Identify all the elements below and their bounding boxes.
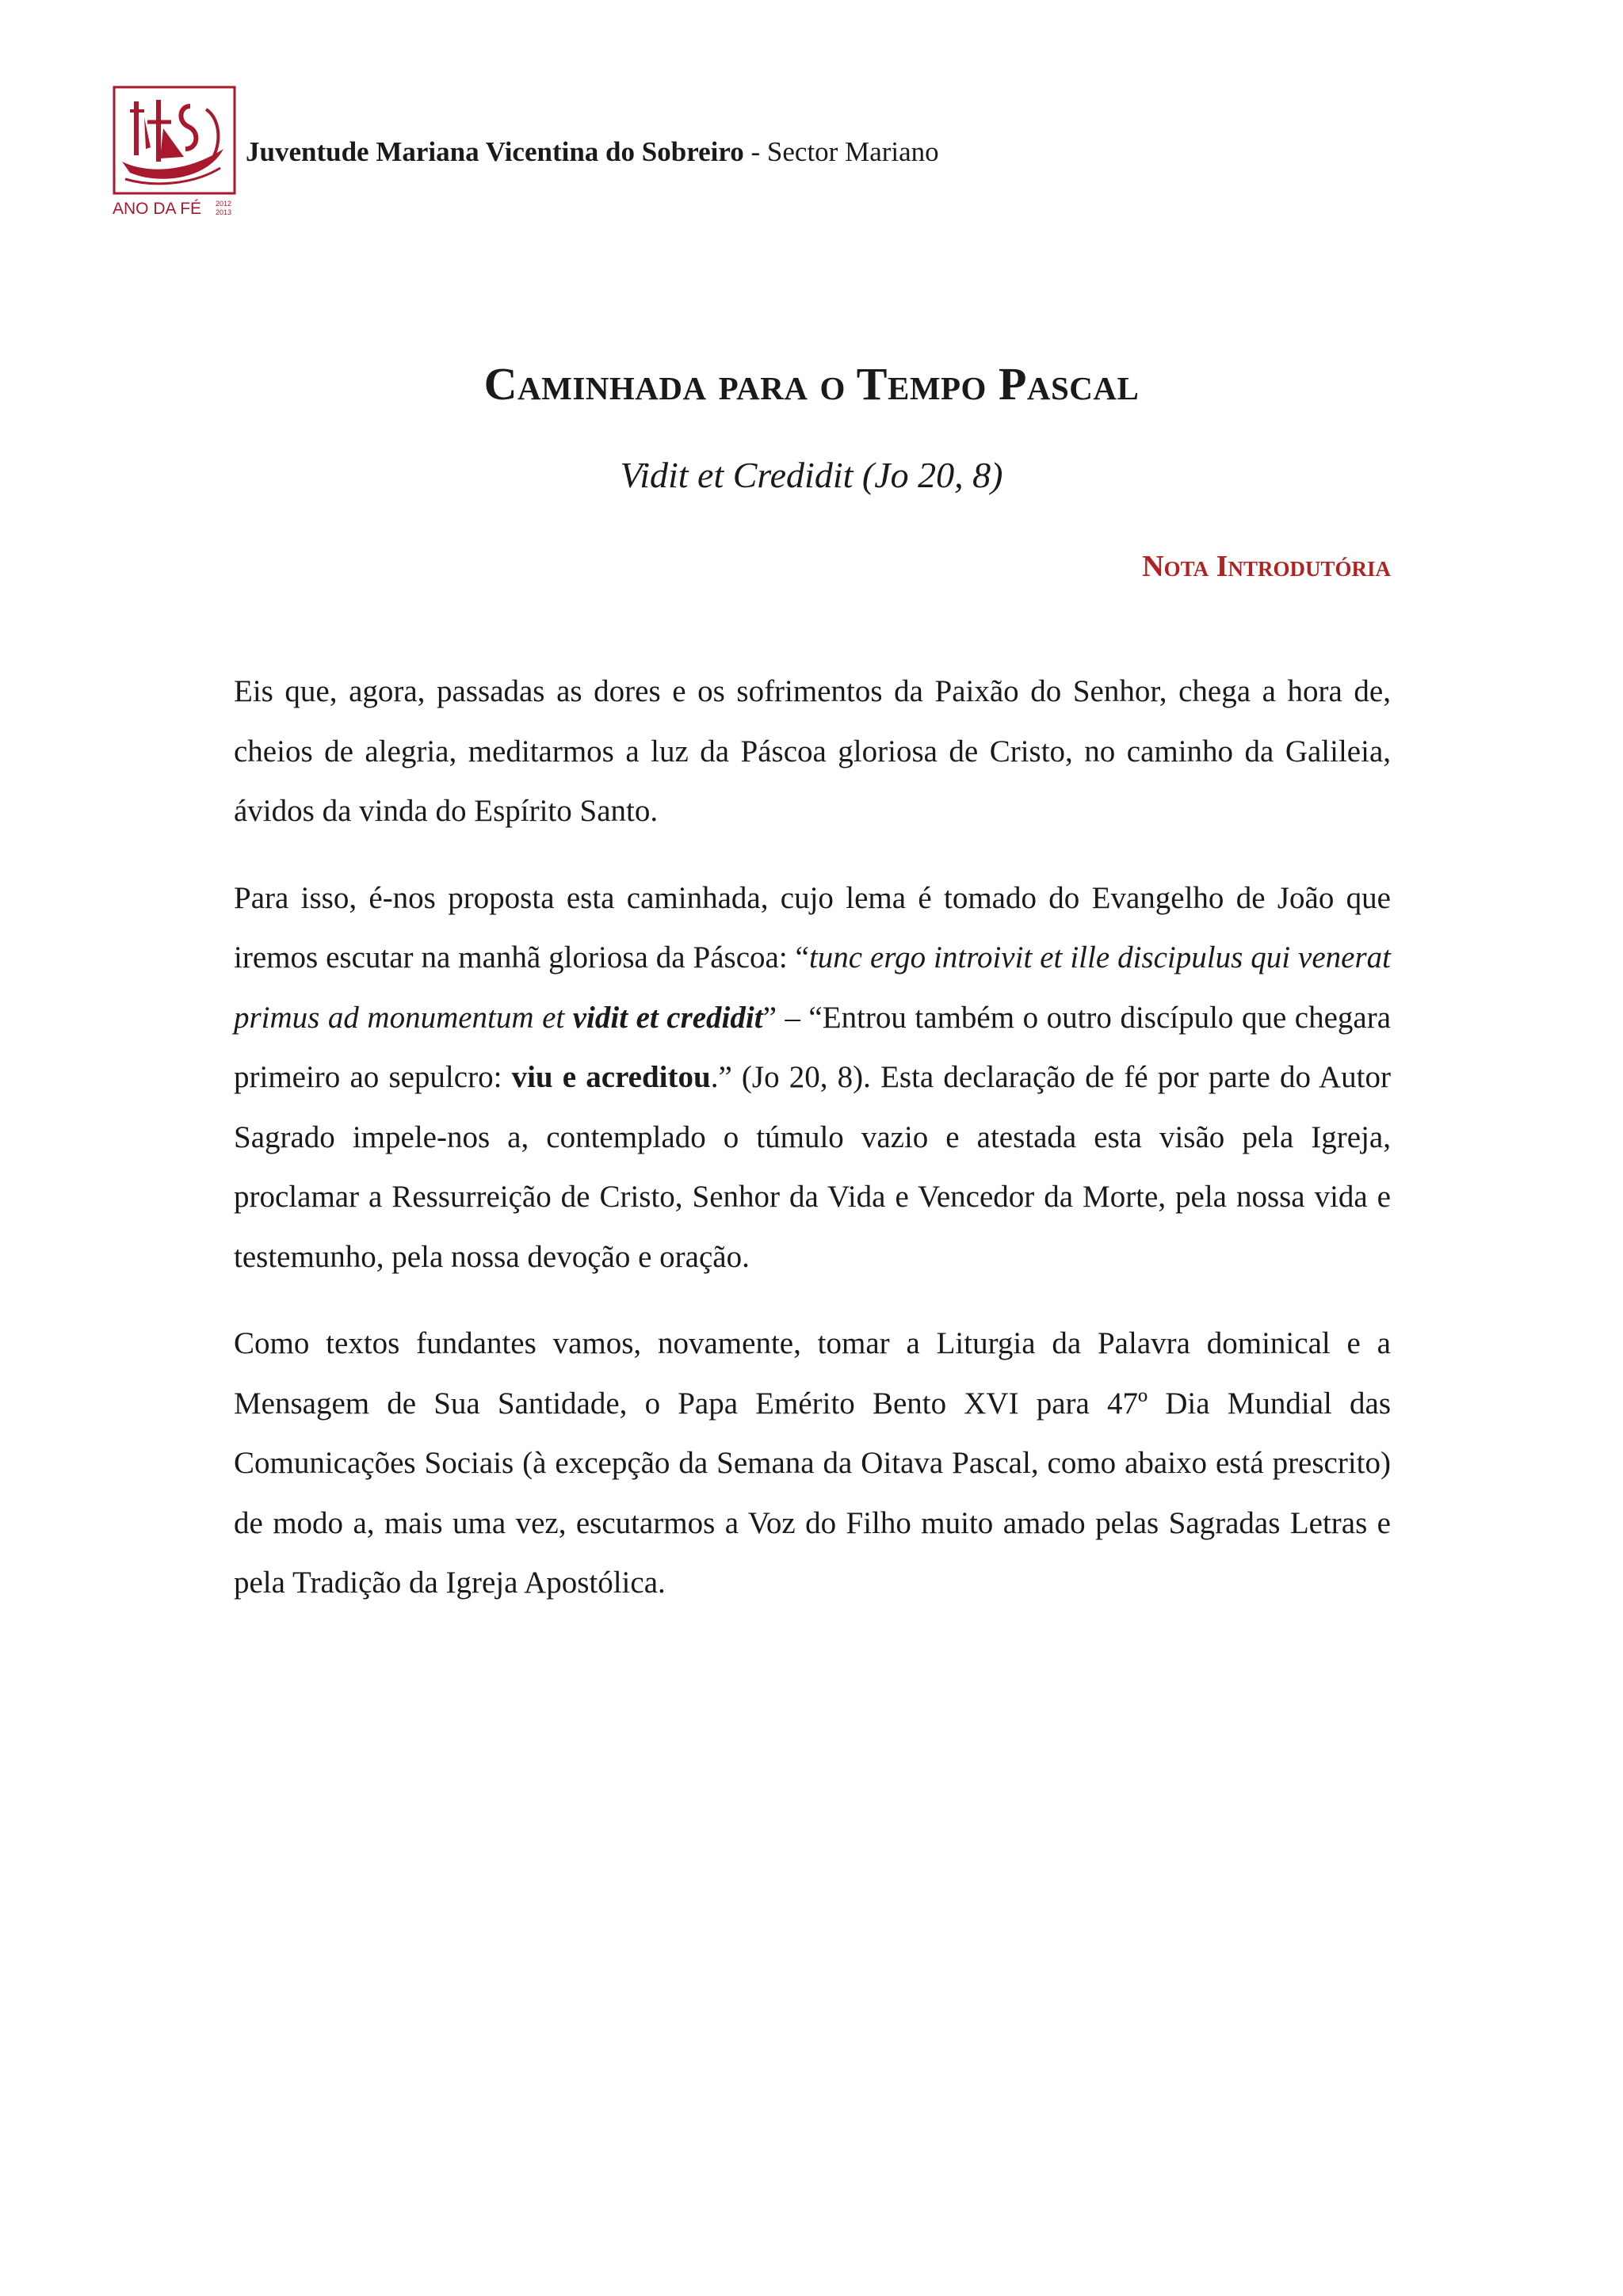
translation-emphasis: viu e acreditou (511, 1060, 711, 1094)
logo-text: ANO DA FÉ (113, 200, 202, 218)
paragraph-2-text-d: ” – “Entrou também o outro discípulo que chegara primeiro ao sepulcro: (234, 1000, 1392, 1094)
page-header (246, 135, 939, 170)
logo-year-end: 2013 (216, 208, 232, 216)
paragraph-3: Como textos fundantes vamos, novamente, tomar a Liturgia da Palavra dominical e a Mensagem de Sua Santidade, o Papa Emérito Bento XVI para 47º Dia Mundial das Comunicações Sociais (à excepção da Semana da Oitava Pascal, como abaixo está prescrito) de modo a, mais uma vez, escutarmos a Voz do Filho muito amado pelas Sagradas Letras e pela Tradição da Igreja Apostólica. (234, 1326, 1391, 1600)
document-title: Caminhada para o Tempo Pascal (483, 358, 1140, 410)
document-subtitle: Vidit et Credidit (Jo 20, 8) (620, 455, 1003, 495)
logo-emblem-icon (113, 86, 236, 220)
header-organization: Juventude Mariana Vicentina do Sobreiro (246, 136, 744, 167)
section-heading: Nota Introdutória (1142, 550, 1391, 583)
paragraph-2-text-a: Para isso, é-nos proposta esta caminhada, cujo lema é tomado do Evangelho de João que iremos escutar na manhã gloriosa da Páscoa: “ (234, 880, 1391, 974)
paragraph-2 (234, 868, 1391, 1287)
header-separator: - (743, 136, 767, 167)
latin-quote: tunc ergo introivit et ille discipulus qui venerat primus ad monumentum et (234, 940, 1391, 1035)
paragraph-1: Eis que, agora, passadas as dores e os sofrimentos da Paixão do Senhor, chega a hora de, cheios de alegria, meditarmos a luz da Páscoa gloriosa de Cristo, no caminho da Galileia, ávidos da vinda do Espírito Santo. (234, 674, 1391, 828)
header-sector: Sector Mariano (766, 136, 939, 167)
latin-quote-emphasis: vidit et credidit (572, 1000, 763, 1035)
paragraph-2-text-f: .” (Jo 20, 8). Esta declaração de fé por parte do Autor Sagrado impele-nos a, contemplado o túmulo vazio e atestada esta visão pela Igreja, proclamar a Ressurreição de Cristo, Senhor da Vida e Vencedor da Morte, pela nossa vida e testemunho, pela nossa devoção e oração. (234, 1060, 1391, 1274)
document-body (234, 662, 1391, 1640)
logo-year-start: 2012 (216, 200, 232, 208)
ano-da-fe-logo (113, 86, 236, 220)
